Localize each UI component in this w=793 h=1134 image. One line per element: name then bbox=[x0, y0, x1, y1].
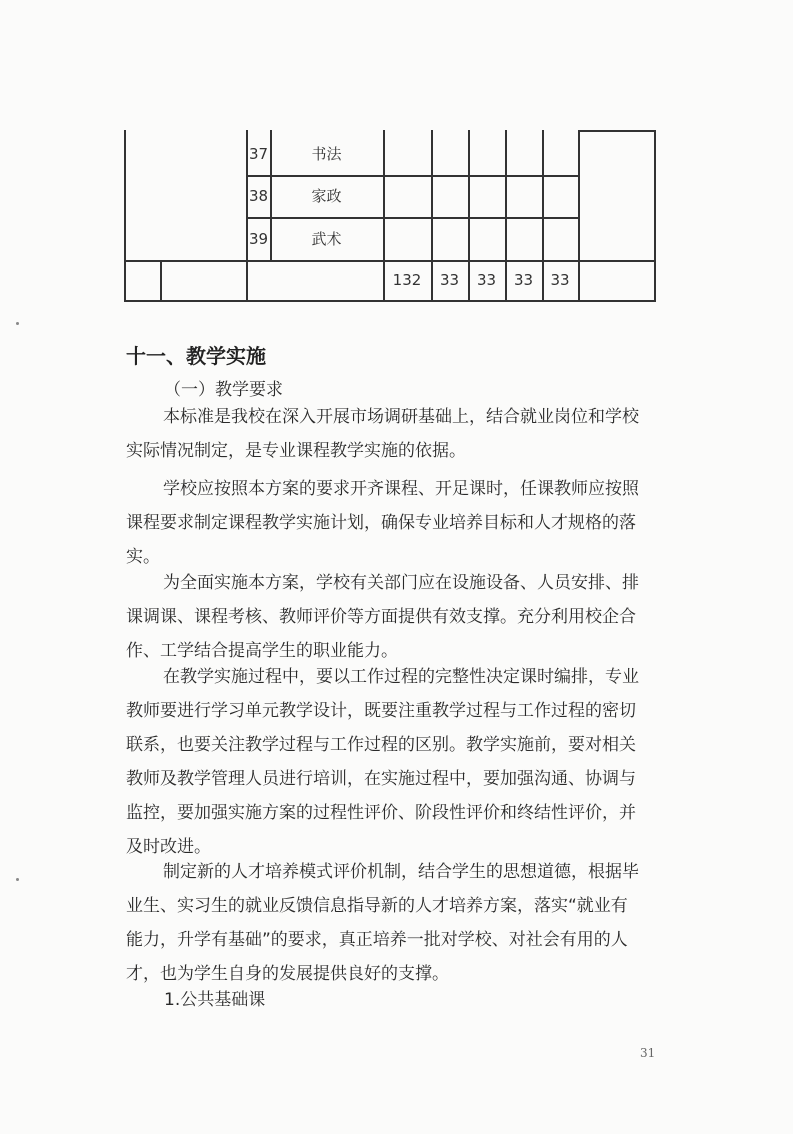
row-number: 39 bbox=[249, 230, 269, 248]
table-line bbox=[578, 130, 655, 132]
text-line: 课调课、课程考核、教师评价等方面提供有效支撑。充分利用校企合 bbox=[126, 607, 636, 627]
paragraph bbox=[126, 855, 661, 991]
section-title: 十一、教学实施 bbox=[126, 344, 266, 368]
text-line: 为全面实施本方案，学校有关部门应在设施设备、人员安排、排 bbox=[163, 573, 639, 593]
scan-speck bbox=[16, 322, 19, 325]
text-line: 作、工学结合提高学生的职业能力。 bbox=[126, 641, 398, 661]
text-line: 教师要进行学习单元教学设计，既要注重教学过程与工作过程的密切 bbox=[126, 701, 636, 721]
text-line: 业生、实习生的就业反馈信息指导新的人才培养方案，落实“就业有 bbox=[126, 896, 628, 916]
text-line: 教师及教学管理人员进行培训，在实施过程中，要加强沟通、协调与 bbox=[126, 769, 636, 789]
table-line bbox=[124, 260, 655, 262]
text-line: 课程要求制定课程教学实施计划，确保专业培养目标和人才规格的落 bbox=[126, 513, 636, 533]
text-line: 在教学实施过程中，要以工作过程的完整性决定课时编排，专业 bbox=[163, 667, 639, 687]
page-number: 31 bbox=[640, 1046, 656, 1060]
table-line bbox=[654, 130, 656, 302]
text-line: 及时改进。 bbox=[126, 837, 211, 857]
total-value: 132 bbox=[392, 271, 422, 289]
paragraph bbox=[126, 400, 661, 468]
course-name: 武术 bbox=[311, 230, 342, 248]
text-line: 能力，升学有基础”的要求，真正培养一批对学校、对社会有用的人 bbox=[126, 930, 628, 950]
row-number: 37 bbox=[249, 145, 269, 163]
text-line: 联系，也要关注教学过程与工作过程的区别。教学实施前，要对相关 bbox=[126, 735, 636, 755]
section-subtitle: （一）教学要求 bbox=[164, 380, 283, 400]
table-line bbox=[246, 130, 248, 302]
text-line: 才，也为学生自身的发展提供良好的支撑。 bbox=[126, 964, 449, 984]
table-line bbox=[246, 175, 579, 177]
table-line bbox=[124, 130, 126, 302]
text-line: 实际情况制定，是专业课程教学实施的依据。 bbox=[126, 441, 466, 461]
text-line: 实。 bbox=[126, 547, 160, 567]
list-item-heading: 1.公共基础课 bbox=[164, 990, 266, 1010]
total-value: 33 bbox=[439, 271, 460, 289]
text-line: 监控，要加强实施方案的过程性评价、阶段性评价和终结性评价，并 bbox=[126, 803, 636, 823]
text-line: 制定新的人才培养模式评价机制，结合学生的思想道德，根据毕 bbox=[163, 862, 639, 882]
table-line bbox=[246, 217, 579, 219]
course-table bbox=[124, 130, 656, 302]
row-number: 38 bbox=[249, 187, 269, 205]
course-name: 家政 bbox=[311, 187, 342, 205]
table-line bbox=[124, 300, 655, 302]
paragraph bbox=[126, 566, 661, 668]
text-line: 学校应按照本方案的要求开齐课程、开足课时，任课教师应按照 bbox=[163, 479, 639, 499]
total-value: 33 bbox=[476, 271, 497, 289]
text-line: 本标准是我校在深入开展市场调研基础上，结合就业岗位和学校 bbox=[163, 407, 639, 427]
table-line bbox=[578, 130, 580, 302]
scan-speck bbox=[16, 878, 19, 881]
table-line bbox=[160, 260, 162, 302]
paragraph bbox=[126, 660, 661, 864]
paragraph bbox=[126, 472, 661, 574]
total-value: 33 bbox=[513, 271, 534, 289]
total-value: 33 bbox=[550, 271, 570, 289]
course-name: 书法 bbox=[311, 145, 342, 163]
